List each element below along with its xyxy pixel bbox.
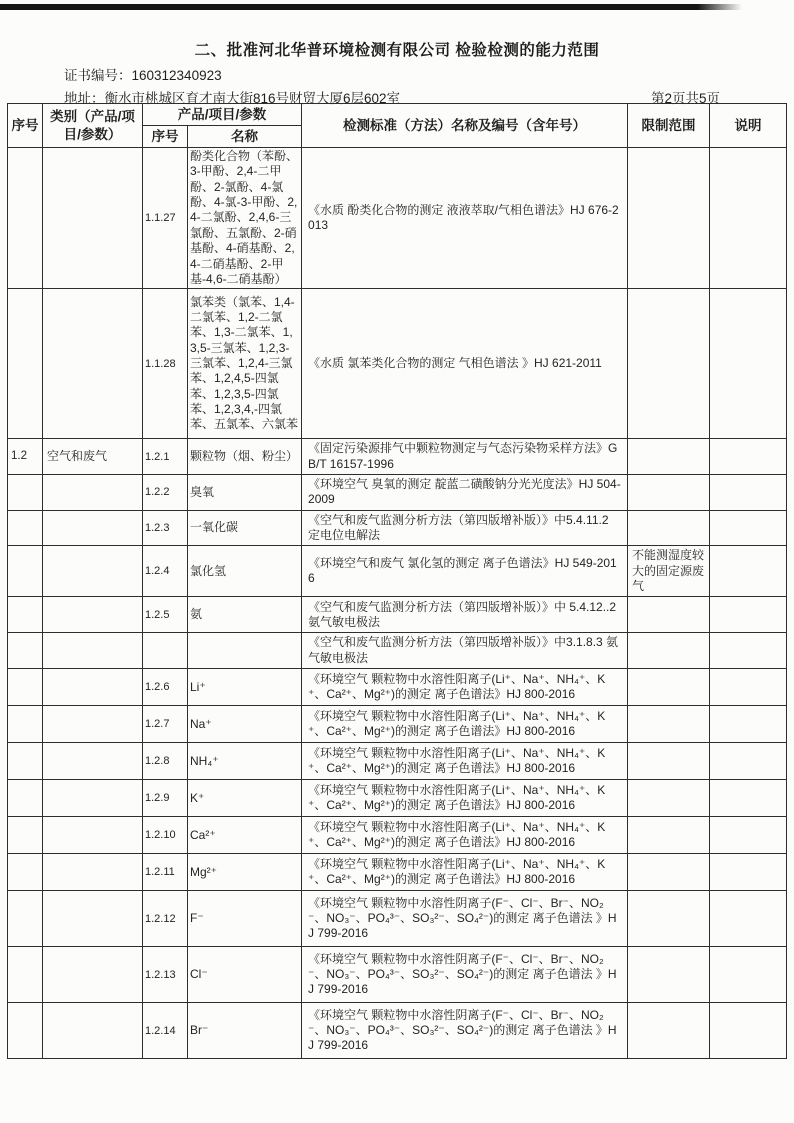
cell-limit [628,439,710,475]
cell-seq [8,891,43,947]
cell-limit [628,743,710,780]
cell-limit [628,633,710,669]
table-row [8,706,787,743]
cell-seq [8,289,43,439]
cell-standard: 《环境空气 颗粒物中水溶性阴离子(F⁻、Cl⁻、Br⁻、NO₂⁻、NO₃⁻、PO₄³⁻、SO₃²⁻、SO₄²⁻)的测定 离子色谱法 》HJ 799-2016 [302,891,628,947]
cell-note [710,669,787,706]
cell-seq [8,148,43,289]
table-row [8,546,787,597]
cell-name: Ca²⁺ [188,817,302,854]
cell-seq [8,743,43,780]
cell-sub-seq: 1.2.7 [143,706,188,743]
page-title: 二、批准河北华普环境检测有限公司 检验检测的能力范围 [194,42,600,59]
cell-category [43,1003,143,1059]
cell-name: 一氧化碳 [188,510,302,546]
certificate-number: 证书编号：160312340923 [64,68,222,83]
table-row [8,289,787,439]
cell-name: Li⁺ [188,669,302,706]
cell-standard: 《环境空气 颗粒物中水溶性阴离子(F⁻、Cl⁻、Br⁻、NO₂⁻、NO₃⁻、PO₄³⁻、SO₃²⁻、SO₄²⁻)的测定 离子色谱法 》HJ 799-2016 [302,1003,628,1059]
cell-name: K⁺ [188,780,302,817]
cell-limit [628,510,710,546]
header-seq: 序号 [8,104,43,148]
cell-limit [628,669,710,706]
cell-category [43,743,143,780]
header-product-group: 产品/项目/参数 [143,104,302,126]
header-category: 类别（产品/项目/参数） [43,104,143,148]
cell-limit [628,947,710,1003]
cell-name: 颗粒物（烟、粉尘） [188,439,302,475]
cell-note [710,1003,787,1059]
cell-standard: 《环境空气 颗粒物中水溶性阳离子(Li⁺、Na⁺、NH₄⁺、K⁺、Ca²⁺、Mg²⁺)的测定 离子色谱法》HJ 800-2016 [302,854,628,891]
cell-sub-seq: 1.2.2 [143,474,188,510]
header-sub-seq: 序号 [143,126,188,148]
cell-limit [628,780,710,817]
cell-seq [8,633,43,669]
cell-standard: 《环境空气和废气 氯化氢的测定 离子色谱法》HJ 549-2016 [302,546,628,597]
cell-name: 氯苯类（氯苯、1,4-二氯苯、1,2-二氯苯、1,3-二氯苯、1,3,5-三氯苯、1,2,3-三氯苯、1,2,4-三氯苯、1,2,4,5-四氯苯、1,2,3,5-四氯苯、1,2,3,4,-四氯苯、五氯苯、六氯苯 [188,289,302,439]
cell-sub-seq: 1.2.14 [143,1003,188,1059]
header-note: 说明 [710,104,787,148]
cell-name: 臭氧 [188,474,302,510]
table-row [8,510,787,546]
cell-limit [628,289,710,439]
cell-limit [628,706,710,743]
header-standard: 检测标准（方法）名称及编号（含年号） [302,104,628,148]
cell-sub-seq: 1.1.27 [143,148,188,289]
cell-seq: 1.2 [8,439,43,475]
cell-seq [8,669,43,706]
cell-note [710,743,787,780]
table-row [8,474,787,510]
cell-seq [8,817,43,854]
cell-sub-seq: 1.2.3 [143,510,188,546]
cell-limit [628,148,710,289]
cell-sub-seq [143,633,188,669]
cell-seq [8,780,43,817]
table-row [8,854,787,891]
cell-category [43,891,143,947]
cell-note [710,780,787,817]
table-row [8,633,787,669]
cell-seq [8,854,43,891]
header-limit: 限制范围 [628,104,710,148]
table-row [8,743,787,780]
cell-note [710,706,787,743]
cell-sub-seq: 1.2.8 [143,743,188,780]
cell-standard: 《空气和废气监测分析方法（第四版增补版）》中5.4.11.2 定电位电解法 [302,510,628,546]
cell-category: 空气和废气 [43,439,143,475]
table-row [8,780,787,817]
cell-note [710,854,787,891]
cell-seq [8,474,43,510]
cell-name: 氯化氢 [188,546,302,597]
table-row [8,669,787,706]
cell-standard: 《环境空气 颗粒物中水溶性阳离子(Li⁺、Na⁺、NH₄⁺、K⁺、Ca²⁺、Mg²⁺)的测定 离子色谱法》HJ 800-2016 [302,669,628,706]
table-row [8,817,787,854]
table-row [8,148,787,289]
cell-note [710,510,787,546]
cell-standard: 《环境空气 颗粒物中水溶性阳离子(Li⁺、Na⁺、NH₄⁺、K⁺、Ca²⁺、Mg²⁺)的测定 离子色谱法》HJ 800-2016 [302,780,628,817]
cell-name: NH₄⁺ [188,743,302,780]
table-header [8,104,787,148]
page-indicator: 第2页共5页 [650,91,720,106]
cell-name: Mg²⁺ [188,854,302,891]
cell-standard: 《环境空气 颗粒物中水溶性阴离子(F⁻、Cl⁻、Br⁻、NO₂⁻、NO₃⁻、PO₄³⁻、SO₃²⁻、SO₄²⁻)的测定 离子色谱法 》HJ 799-2016 [302,947,628,1003]
cell-standard: 《固定污染源排气中颗粒物测定与气态污染物采样方法》GB/T 16157-1996 [302,439,628,475]
cell-name: F⁻ [188,891,302,947]
cell-category [43,947,143,1003]
cell-name: 氨 [188,597,302,633]
cell-note [710,817,787,854]
header-name: 名称 [188,126,302,148]
cell-note [710,439,787,475]
cell-limit [628,854,710,891]
cell-category [43,474,143,510]
cell-seq [8,510,43,546]
cell-category [43,148,143,289]
cell-standard: 《空气和废气监测分析方法（第四版增补版）》中3.1.8.3 氨气敏电极法 [302,633,628,669]
cell-sub-seq: 1.2.5 [143,597,188,633]
cell-limit [628,817,710,854]
cell-sub-seq: 1.2.11 [143,854,188,891]
cell-sub-seq: 1.2.6 [143,669,188,706]
cell-limit: 不能测湿度较大的固定源废气 [628,546,710,597]
cell-standard: 《水质 酚类化合物的测定 液液萃取/气相色谱法》HJ 676-2013 [302,148,628,289]
cell-seq [8,546,43,597]
capability-table [7,103,787,1059]
cell-standard: 《环境空气 颗粒物中水溶性阳离子(Li⁺、Na⁺、NH₄⁺、K⁺、Ca²⁺、Mg²⁺)的测定 离子色谱法》HJ 800-2016 [302,706,628,743]
cell-note [710,148,787,289]
cell-category [43,546,143,597]
cell-note [710,633,787,669]
cell-seq [8,597,43,633]
cell-note [710,947,787,1003]
cell-note [710,289,787,439]
table-row [8,439,787,475]
cell-sub-seq: 1.2.4 [143,546,188,597]
cell-category [43,669,143,706]
table-row [8,891,787,947]
cell-sub-seq: 1.2.10 [143,817,188,854]
cell-limit [628,1003,710,1059]
cell-seq [8,1003,43,1059]
cell-category [43,289,143,439]
cell-category [43,780,143,817]
table-row [8,1003,787,1059]
cell-note [710,891,787,947]
cell-standard: 《环境空气 臭氧的测定 靛蓝二磺酸钠分光光度法》HJ 504-2009 [302,474,628,510]
cell-category [43,854,143,891]
document-header [0,38,794,107]
cell-name: Na⁺ [188,706,302,743]
cell-sub-seq: 1.2.1 [143,439,188,475]
cell-name: 酚类化合物（苯酚、3-甲酚、2,4-二甲酚、2-氯酚、4-氯酚、4-氯-3-甲酚、2,4-二氯酚、2,4,6-三氯酚、五氯酚、2-硝基酚、4-硝基酚、2,4-二硝基酚、2-甲基-4,6-二硝基酚） [188,148,302,289]
cell-limit [628,597,710,633]
cell-standard: 《空气和废气监测分析方法（第四版增补版）》中 5.4.12..2 氨气敏电极法 [302,597,628,633]
cell-standard: 《环境空气 颗粒物中水溶性阳离子(Li⁺、Na⁺、NH₄⁺、K⁺、Ca²⁺、Mg²⁺)的测定 离子色谱法》HJ 800-2016 [302,817,628,854]
address-text: 地址：衡水市桃城区育才南大街816号财贸大厦6层602室 [64,91,401,106]
table-row [8,597,787,633]
table-body [8,148,787,1059]
cell-standard: 《水质 氯苯类化合物的测定 气相色谱法 》HJ 621-2011 [302,289,628,439]
cell-category [43,510,143,546]
cell-category [43,633,143,669]
cell-sub-seq: 1.2.9 [143,780,188,817]
cell-standard: 《环境空气 颗粒物中水溶性阳离子(Li⁺、Na⁺、NH₄⁺、K⁺、Ca²⁺、Mg²⁺)的测定 离子色谱法》HJ 800-2016 [302,743,628,780]
table-row [8,947,787,1003]
cell-sub-seq: 1.2.12 [143,891,188,947]
cell-name: Br⁻ [188,1003,302,1059]
cell-note [710,546,787,597]
cell-category [43,706,143,743]
cell-name: Cl⁻ [188,947,302,1003]
scan-artifact-top [0,4,742,10]
cell-category [43,817,143,854]
cell-category [43,597,143,633]
cell-name [188,633,302,669]
cell-note [710,474,787,510]
cell-note [710,597,787,633]
cell-seq [8,947,43,1003]
cell-limit [628,474,710,510]
header-row-1 [8,104,787,126]
cell-sub-seq: 1.2.13 [143,947,188,1003]
cell-seq [8,706,43,743]
cell-limit [628,891,710,947]
cell-sub-seq: 1.1.28 [143,289,188,439]
